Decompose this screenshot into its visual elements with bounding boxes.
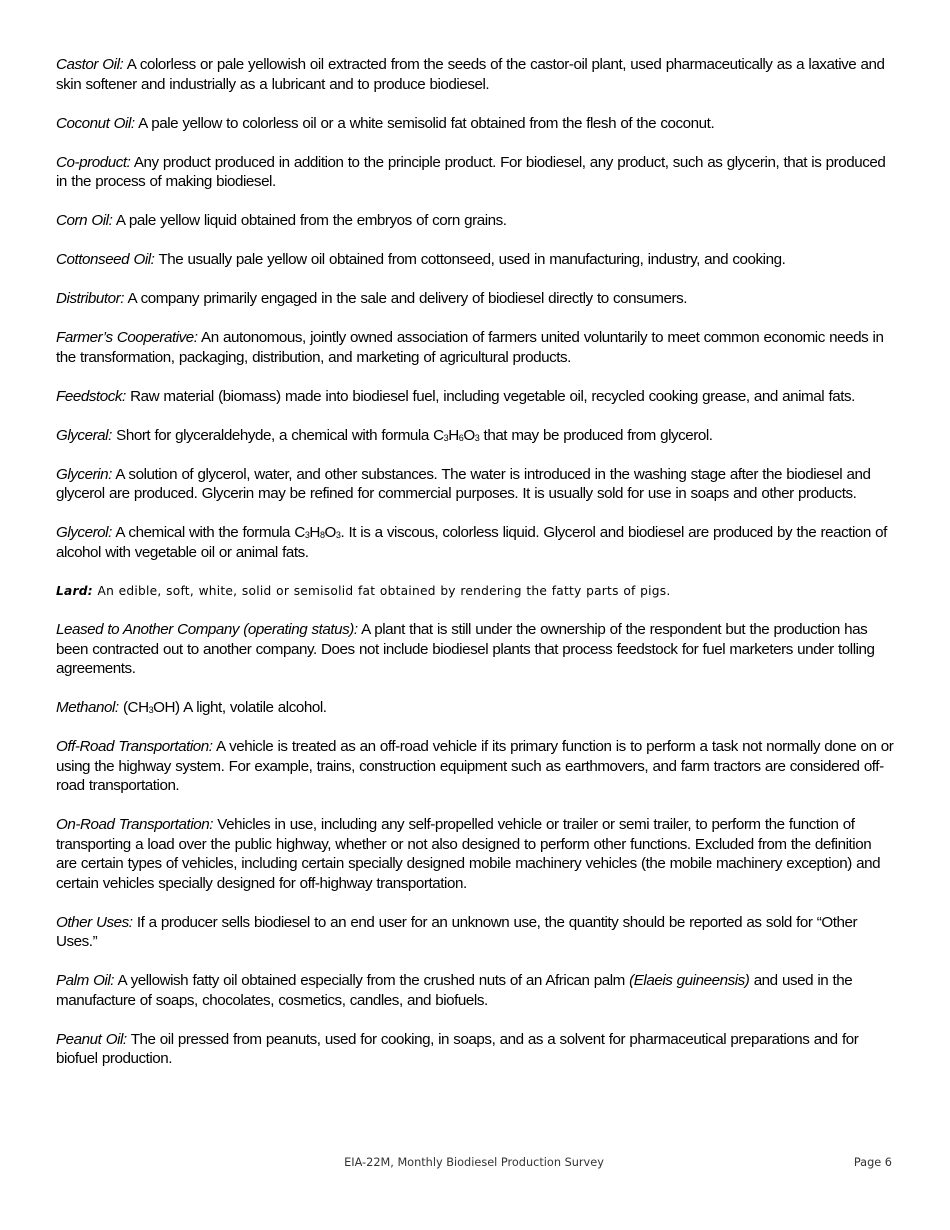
glossary-term: Co-product:	[56, 153, 131, 171]
glossary-entry-corn-oil	[56, 211, 896, 231]
glossary-definition: A company primarily engaged in the sale and delivery of biodiesel directly to consumers.	[127, 290, 687, 307]
glossary-term: Palm Oil:	[56, 972, 115, 989]
glossary-definition: An edible, soft, white, solid or semisolid fat obtained by rendering the fatty parts of pigs.	[97, 583, 671, 598]
glossary-term: On-Road Transportation:	[56, 816, 214, 833]
glossary-entry-off-road-transportation	[56, 737, 896, 796]
glossary-term: Coconut Oil:	[56, 114, 135, 132]
glossary-entry-leased-to-another-company	[56, 620, 896, 679]
chemical-formula: $(CH_3OH)$	[122, 699, 180, 716]
glossary-entry-lard	[56, 582, 896, 602]
glossary-entry-methanol	[56, 698, 896, 718]
glossary-term: Leased to Another Company (operating status):	[56, 621, 358, 638]
glossary-definition: The usually pale yellow oil obtained from cottonseed, used in manufacturing, industry, and cooking.	[158, 251, 786, 268]
glossary-definition-cont: that may be produced from glycerol.	[483, 426, 713, 444]
glossary-definition-cont: . It is a viscous, colorless liquid. Glycerol and biodiesel are produced by the reaction of alcohol with vegetable oil or animal fats.	[56, 524, 887, 561]
chemical-formula: $C_3H_6O_3$	[433, 426, 480, 444]
glossary-term: Castor Oil:	[56, 56, 124, 73]
glossary-entry-feedstock	[56, 387, 896, 407]
glossary-term: Feedstock:	[56, 387, 126, 405]
glossary-definition: A colorless or pale yellowish oil extracted from the seeds of the castor-oil plant, used pharmaceutically as a laxative and skin softener and industrially as a lubricant and to produce biodiesel.	[56, 56, 885, 93]
glossary-entry-co-product	[56, 153, 896, 192]
chemical-formula: $C_3H_8O_3$	[294, 524, 341, 541]
glossary-entry-coconut-oil	[56, 114, 896, 134]
glossary-term: Farmer’s Cooperative:	[56, 329, 198, 346]
glossary-term: Methanol:	[56, 699, 119, 716]
page-footer	[56, 1156, 892, 1172]
glossary-term: Glycerol:	[56, 524, 112, 541]
glossary-entry-castor-oil	[56, 55, 896, 94]
glossary-definition: Vehicles in use, including any self-propelled vehicle or trailer or semi trailer, to perform the function of transporting a load over the public highway, whether or not also designed to perform other functions. Excluded from the definition are certain types of vehicles, including certain specially designed mobile machinery vehicles (the mobile machinery exception) and certain vehicles specially designed for off-highway transportation.	[56, 816, 881, 892]
glossary-definition: Short for glyceraldehyde, a chemical with formula	[116, 426, 429, 444]
glossary-definition: If a producer sells biodiesel to an end user for an unknown use, the quantity should be reported as sold for “Other Uses.”	[56, 913, 858, 950]
glossary-term: Other Uses:	[56, 913, 133, 931]
glossary-definition: Raw material (biomass) made into biodiesel fuel, including vegetable oil, recycled cooking grease, and animal fats.	[130, 387, 855, 405]
glossary-definition: A pale yellow to colorless oil or a white semisolid fat obtained from the flesh of the coconut.	[138, 114, 715, 132]
glossary-list	[56, 55, 896, 1088]
glossary-entry-distributor	[56, 289, 896, 309]
glossary-entry-farmers-cooperative	[56, 328, 896, 367]
glossary-term: Peanut Oil:	[56, 1030, 127, 1048]
page-number: Page 6	[853, 1156, 892, 1169]
glossary-entry-peanut-oil	[56, 1030, 896, 1069]
glossary-entry-glycerol	[56, 523, 896, 562]
glossary-entry-on-road-transportation	[56, 815, 896, 893]
glossary-term: Cottonseed Oil:	[56, 251, 155, 268]
glossary-definition: A solution of glycerol, water, and other substances. The water is introduced in the washing stage after the biodiesel and glycerol are produced. Glycerin may be refined for commercial purposes. It is usually sold for use in soaps and other products.	[56, 465, 871, 502]
species-name: (Elaeis guineensis)	[629, 972, 750, 989]
glossary-definition: A light, volatile alcohol.	[183, 699, 327, 716]
glossary-term: Off-Road Transportation:	[56, 738, 213, 755]
glossary-definition: A vehicle is treated as an off-road vehicle if its primary function is to perform a task not normally done on or using the highway system. For example, trains, construction equipment such as earthmovers, and farm tractors are considered off-road transportation.	[56, 738, 894, 794]
glossary-definition: An autonomous, jointly owned association of farmers united voluntarily to meet common economic needs in the transformation, packaging, distribution, and marketing of agricultural products.	[56, 329, 884, 366]
footer-survey-title: EIA-22M, Monthly Biodiesel Production Survey	[344, 1156, 604, 1169]
glossary-term: Distributor:	[56, 290, 125, 307]
glossary-term: Glyceral:	[56, 426, 112, 444]
glossary-definition: A yellowish fatty oil obtained especially from the crushed nuts of an African palm	[117, 972, 625, 989]
glossary-definition: Any product produced in addition to the principle product. For biodiesel, any product, such as glycerin, that is produced in the process of making biodiesel.	[56, 153, 886, 190]
glossary-term: Glycerin:	[56, 465, 112, 483]
glossary-definition-cont: and used in the manufacture of soaps, chocolates, cosmetics, candles, and biofuels.	[56, 972, 853, 1009]
glossary-entry-palm-oil	[56, 971, 896, 1010]
glossary-entry-glyceral	[56, 426, 896, 446]
glossary-term: Lard:	[56, 583, 93, 598]
glossary-entry-other-uses	[56, 913, 896, 952]
glossary-definition: A chemical with the formula	[115, 524, 291, 541]
glossary-entry-cottonseed-oil	[56, 250, 896, 270]
glossary-definition: The oil pressed from peanuts, used for cooking, in soaps, and as a solvent for pharmaceutical preparations and for biofuel production.	[56, 1030, 859, 1067]
glossary-definition: A pale yellow liquid obtained from the embryos of corn grains.	[115, 212, 507, 229]
glossary-term: Corn Oil:	[56, 212, 113, 229]
glossary-definition: A plant that is still under the ownership of the respondent but the production has been contracted out to another company. Does not include biodiesel plants that process feedstock for fuel marketers under tolling agreements.	[56, 621, 875, 677]
glossary-entry-glycerin	[56, 465, 896, 504]
